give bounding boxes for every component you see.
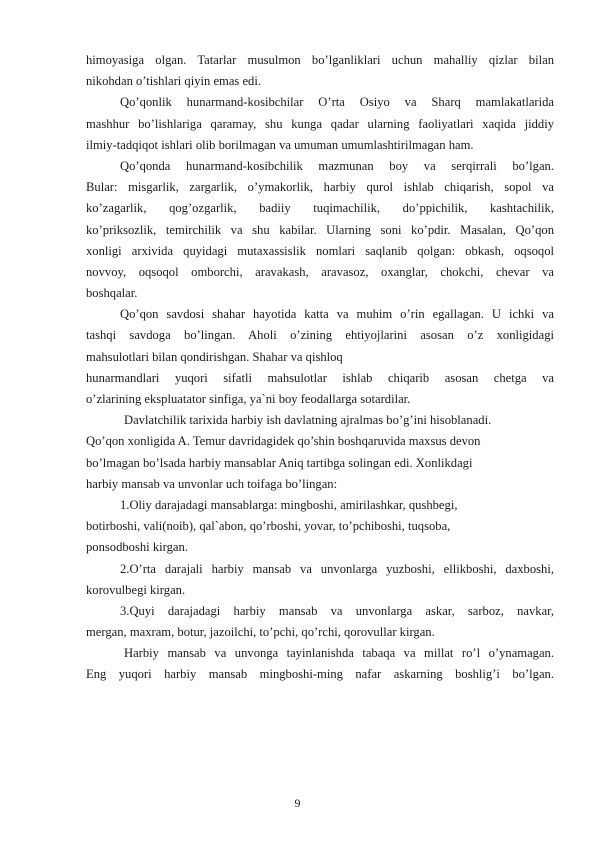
text-line: nikohdan o’tishlari qiyin emas edi. bbox=[86, 74, 262, 89]
text-line: Qo’qon xonligida A. Temur davridagidek qo’shin boshqaruvida maxsus devon bbox=[86, 434, 481, 449]
text-line: harbiy mansab va unvonlar uch toifaga bo’lingan: bbox=[86, 476, 338, 491]
text-line: Bular: misgarlik, zargarlik, o’ymakorlik, harbiy qurol ishlab chiqarish, sopol va bbox=[86, 180, 554, 195]
list-item-line: 1.Oliy darajadagi mansablarga: mingboshi, amirilashkar, qushbegi, bbox=[120, 497, 458, 512]
page-number: 9 bbox=[294, 796, 301, 810]
text-line: ilmiy-tadqiqot ishlari olib borilmagan va umuman umumlashtirilmagan ham. bbox=[86, 137, 474, 152]
text-line: botirboshi, vali(noib), qal`abon, qo’rboshi, yovar, to’pchiboshi, tuqsoba, bbox=[86, 519, 451, 534]
text-line: mergan, maxram, botur, jazoilchi, to’pchi, qo’rchi, qorovullar kirgan. bbox=[86, 625, 435, 640]
list-item-line: 2.O’rta darajali harbiy mansab va unvonlarga yuzboshi, ellikboshi, daxboshi, bbox=[120, 561, 554, 576]
paragraph-start-line: Qo’qonda hunarmand-kosibchilik mazmunan boy va serqirrali bo’lgan. bbox=[120, 158, 554, 173]
text-line: mahsulotlari bilan qondirishgan. Shahar va qishloq bbox=[86, 349, 343, 364]
text-line: novvoy, oqsoqol omborchi, aravakash, aravasoz, oxanglar, chokchi, chevar va bbox=[86, 264, 554, 279]
text-line: ko’zagarlik, qog’ozgarlik, badiiy tuqimachilik, do’ppichilik, kashtachilik, bbox=[86, 201, 554, 216]
text-line: boshqalar. bbox=[86, 286, 138, 301]
text-line: Eng yuqori harbiy mansab mingboshi-ming nafar askarning boshlig’i bo’lgan. bbox=[86, 667, 554, 682]
paragraph-start-line: Harbiy mansab va unvonga tayinlanishda tabaqa va millat ro’l o’ynamagan. bbox=[124, 646, 554, 661]
text-line: xonligi arxivida quyidagi mutaxassislik nomlari saqlanib qolgan: obkash, oqsoqol bbox=[86, 243, 554, 258]
document-page bbox=[86, 50, 554, 686]
text-line: korovulbegi kirgan. bbox=[86, 582, 186, 597]
text-line: o’zlarining ekspluatator sinfiga, ya`ni boy feodallarga sotardilar. bbox=[86, 392, 411, 406]
text-line: tashqi savdoga bo’lingan. Aholi o’zining ehtiyojlarini asosan o’z xonligidagi bbox=[86, 328, 554, 343]
paragraph-start-line: Qo’qon savdosi shahar hayotida katta va muhim o’rin egallagan. U ichki va bbox=[120, 307, 554, 322]
text-line: ponsodboshi kirgan. bbox=[86, 540, 188, 555]
text-line: ko’priksozlik, temirchilik va shu kabilar. Ularning soni ko’pdir. Masalan, Qo’qon bbox=[86, 222, 554, 237]
text-line: hunarmandlari yuqori sifatli mahsulotlar ishlab chiqarib asosan chetga va bbox=[86, 370, 554, 385]
paragraph-start-line: Davlatchilik tarixida harbiy ish davlatning ajralmas bo’g’ini hisoblanadi. bbox=[124, 413, 492, 428]
text-line: bo’lmagan bo’lsada harbiy mansablar Aniq tartibga solingan edi. Xonlikdagi bbox=[86, 455, 473, 470]
text-line: himoyasiga olgan. Tatarlar musulmon bo’lganliklari uchun mahalliy qizlar bilan bbox=[86, 53, 554, 67]
paragraph-start-line: Qo’qonlik hunarmand-kosibchilar O’rta Osiyo va Sharq mamlakatlarida bbox=[120, 95, 554, 110]
list-item-line: 3.Quyi darajadagi harbiy mansab va unvonlarga askar, sarboz, navkar, bbox=[120, 603, 554, 618]
text-line: mashhur bo’lishlariga qaramay, shu kunga qadar ularning faoliyatlari xaqida jiddiy bbox=[86, 116, 554, 131]
